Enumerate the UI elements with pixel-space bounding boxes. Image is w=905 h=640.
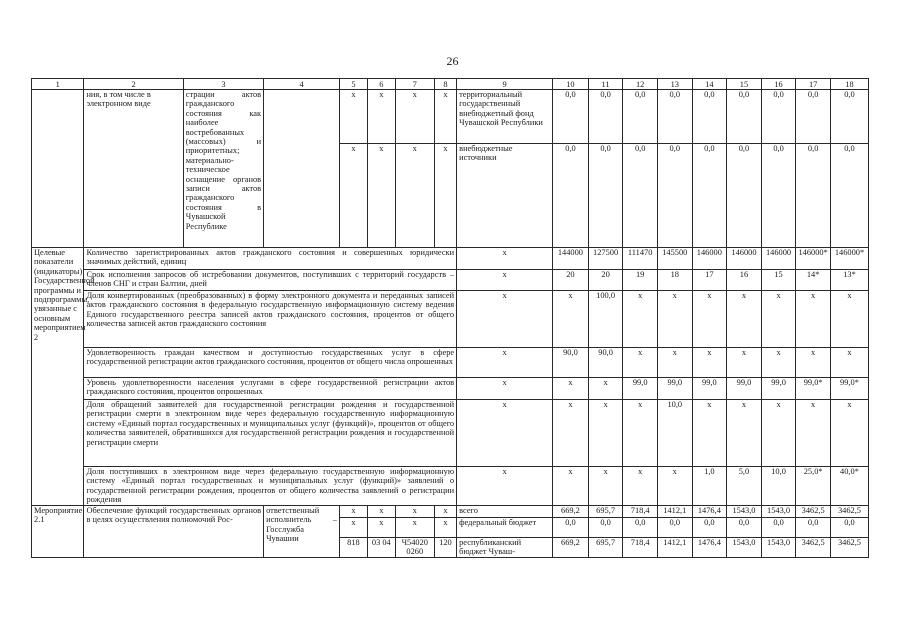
column-number: 11 (588, 79, 623, 90)
value-cell: 20 (588, 270, 623, 291)
budget-code-cell: 818 (339, 538, 367, 558)
value-cell: x (830, 400, 868, 467)
funding-source: федеральный бюджет (457, 518, 553, 538)
value-cell: 0,0 (761, 518, 796, 538)
column-number: 13 (657, 79, 692, 90)
value-cell: x (761, 291, 796, 348)
indicator-text: Доля обращений заявителей для государственной регистрации рождения и государственной регистрации смерти в электронном виде через федеральную государственную информационную систему «Единый портал государственных и муниципальных услуг (функций)», процентов от общего количества заявителей, обратившихся для государственной регистрации рождения и государственной регистрации смерти (84, 400, 457, 467)
value-cell: 145500 (657, 248, 692, 270)
value-cell: x (588, 378, 623, 400)
value-cell: 1543,0 (761, 538, 796, 558)
funding-source: внебюджетные источники (457, 144, 553, 248)
value-cell: 127500 (588, 248, 623, 270)
budget-code-cell: x (395, 506, 434, 518)
funding-source: всего (457, 506, 553, 518)
value-cell: 19 (623, 270, 658, 291)
value-cell: x (692, 348, 727, 378)
value-cell: x (553, 467, 589, 506)
value-cell: x (588, 400, 623, 467)
budget-code-cell: x (395, 144, 434, 248)
value-cell: 0,0 (727, 90, 762, 144)
value-cell: 14* (796, 270, 831, 291)
value-cell: 0,0 (588, 90, 623, 144)
table-row (32, 506, 869, 518)
value-cell: x (727, 400, 762, 467)
column-number: 6 (367, 79, 395, 90)
continuation-text: ния, в том числе в электронном виде (84, 90, 183, 248)
value-cell: 99,0* (830, 378, 868, 400)
value-cell: 99,0 (761, 378, 796, 400)
budget-code-cell: x (339, 518, 367, 538)
indicator-mark: x (457, 270, 553, 291)
value-cell: x (761, 348, 796, 378)
value-cell: 0,0 (830, 90, 868, 144)
value-cell: 0,0 (727, 144, 762, 248)
column-number: 5 (339, 79, 367, 90)
column-number: 16 (761, 79, 796, 90)
value-cell: x (796, 348, 831, 378)
budget-code-cell: x (395, 518, 434, 538)
value-cell: 1476,4 (692, 538, 727, 558)
budget-code-cell: x (434, 90, 456, 144)
value-cell: 0,0 (692, 90, 727, 144)
value-cell: 99,0 (692, 378, 727, 400)
value-cell: 1543,0 (761, 506, 796, 518)
value-cell: 10,0 (761, 467, 796, 506)
table-row (32, 291, 869, 348)
value-cell: 111470 (623, 248, 658, 270)
responsible-executor: ответственный исполнитель – Госслужба Чувашии (264, 506, 340, 558)
value-cell: x (623, 291, 658, 348)
value-cell: 99,0 (623, 378, 658, 400)
value-cell: 0,0 (657, 518, 692, 538)
value-cell: 40,0* (830, 467, 868, 506)
page-number: 26 (446, 54, 459, 68)
indicator-mark: x (457, 400, 553, 467)
budget-code-cell: x (395, 90, 434, 144)
budget-code-cell: x (434, 518, 456, 538)
value-cell: 0,0 (623, 90, 658, 144)
value-cell: 0,0 (553, 90, 589, 144)
budget-code-cell: 120 (434, 538, 456, 558)
indicator-mark: x (457, 378, 553, 400)
column-number: 4 (264, 79, 340, 90)
budget-code-cell: Ч54020 0260 (395, 538, 434, 558)
budget-code-cell: x (339, 90, 367, 144)
value-cell: 146000 (727, 248, 762, 270)
value-cell: 718,4 (623, 506, 658, 518)
column-number: 1 (32, 79, 84, 90)
column-numbers-row (32, 79, 869, 90)
value-cell: 0,0 (657, 90, 692, 144)
value-cell: x (553, 378, 589, 400)
value-cell: 718,4 (623, 538, 658, 558)
table-row (32, 348, 869, 378)
column-number: 14 (692, 79, 727, 90)
value-cell: x (553, 400, 589, 467)
value-cell: 0,0 (588, 144, 623, 248)
value-cell: 5,0 (727, 467, 762, 506)
value-cell: x (692, 291, 727, 348)
value-cell: x (623, 348, 658, 378)
column-number: 9 (457, 79, 553, 90)
value-cell: 20 (553, 270, 589, 291)
value-cell: 1412,1 (657, 506, 692, 518)
value-cell: 669,2 (553, 506, 589, 518)
column-number: 2 (84, 79, 183, 90)
value-cell: 146000* (830, 248, 868, 270)
value-cell: 669,2 (553, 538, 589, 558)
value-cell: 13* (830, 270, 868, 291)
funding-source: республиканский бюджет Чуваш- (457, 538, 553, 558)
program-table (31, 78, 869, 558)
value-cell: x (692, 400, 727, 467)
value-cell: x (588, 467, 623, 506)
value-cell: 0,0 (727, 518, 762, 538)
indicator-text: Доля поступивших в электронном виде через федеральную государственную информационную систему «Единый портал государственных и муниципальных услуг (функций)» заявлений о государственной регистрации рождения, процентов от общего количества заявлений о регистрации рождения (84, 467, 457, 506)
value-cell: 17 (692, 270, 727, 291)
value-cell: 146000* (796, 248, 831, 270)
value-cell: 1412,1 (657, 538, 692, 558)
value-cell: 0,0 (796, 144, 831, 248)
indicator-text: Количество зарегистрированных актов гражданского состояния и совершенных юридически значимых действий, единиц (84, 248, 457, 270)
budget-code-cell: x (367, 506, 395, 518)
continuation-text: страции актов гражданского состояния как наиболее востребованных (массовых) и приоритетных; материально-техническое оснащение органов записи актов гражданского состояния в Чувашской Республике (183, 90, 263, 248)
measure-label: Мероприятие 2.1 (32, 506, 84, 558)
value-cell: x (657, 291, 692, 348)
table-row (32, 90, 869, 144)
indicator-mark: x (457, 291, 553, 348)
value-cell: 0,0 (761, 144, 796, 248)
value-cell: 0,0 (692, 144, 727, 248)
budget-code-cell: x (367, 90, 395, 144)
empty-cell (32, 90, 84, 248)
value-cell: 0,0 (830, 144, 868, 248)
column-number: 7 (395, 79, 434, 90)
column-number: 3 (183, 79, 263, 90)
value-cell: 3462,5 (796, 506, 831, 518)
indicator-mark: x (457, 248, 553, 270)
value-cell: x (623, 467, 658, 506)
table-row (32, 270, 869, 291)
value-cell: x (761, 400, 796, 467)
value-cell: x (727, 291, 762, 348)
value-cell: 99,0* (796, 378, 831, 400)
measure-description: Обеспечение функций государственных органов в целях осуществления полномочий Рос- (84, 506, 264, 558)
value-cell: 0,0 (657, 144, 692, 248)
value-cell: 100,0 (588, 291, 623, 348)
value-cell: 10,0 (657, 400, 692, 467)
value-cell: x (796, 400, 831, 467)
budget-code-cell: x (339, 506, 367, 518)
column-number: 17 (796, 79, 831, 90)
value-cell: 146000 (761, 248, 796, 270)
value-cell: 90,0 (553, 348, 589, 378)
value-cell: x (657, 348, 692, 378)
value-cell: 99,0 (727, 378, 762, 400)
value-cell: 18 (657, 270, 692, 291)
value-cell: 0,0 (588, 518, 623, 538)
value-cell: 0,0 (796, 518, 831, 538)
value-cell: x (623, 400, 658, 467)
value-cell: 0,0 (553, 518, 589, 538)
table-row (32, 467, 869, 506)
value-cell: 0,0 (796, 90, 831, 144)
value-cell: 16 (727, 270, 762, 291)
value-cell: 0,0 (623, 518, 658, 538)
value-cell: 1543,0 (727, 538, 762, 558)
value-cell: 0,0 (830, 518, 868, 538)
value-cell: 1476,4 (692, 506, 727, 518)
table-row (32, 378, 869, 400)
column-number: 8 (434, 79, 456, 90)
value-cell: 25,0* (796, 467, 831, 506)
indicator-mark: x (457, 348, 553, 378)
budget-code-cell: x (367, 518, 395, 538)
indicator-text: Доля конвертированных (преобразованных) в форму электронного документа и переданных записей актов гражданского состояния в федеральную государственную информационную систему ведения Единого государственного реестра записей актов гражданского состояния, процентов от общего количества записей актов гражданского состояния (84, 291, 457, 348)
targets-label: Целевые показатели (индикаторы) Государственной программы и подпрограммы, увязанные с основным мероприятием 2 (32, 248, 84, 506)
column-number: 12 (623, 79, 658, 90)
value-cell: 90,0 (588, 348, 623, 378)
value-cell: 144000 (553, 248, 589, 270)
budget-code-cell: x (434, 506, 456, 518)
column-number: 10 (553, 79, 589, 90)
value-cell: 695,7 (588, 538, 623, 558)
funding-source: территориальный государственный внебюджетный фонд Чувашской Республики (457, 90, 553, 144)
value-cell: 0,0 (692, 518, 727, 538)
value-cell: 1543,0 (727, 506, 762, 518)
column-number: 15 (727, 79, 762, 90)
value-cell: 15 (761, 270, 796, 291)
value-cell: 3462,5 (830, 538, 868, 558)
indicator-text: Удовлетворенность граждан качеством и доступностью государственных услуг в сфере государственной регистрации актов гражданского состояния, процентов от общего числа опрошенных (84, 348, 457, 378)
value-cell: 99,0 (657, 378, 692, 400)
value-cell: 0,0 (623, 144, 658, 248)
table-row (32, 248, 869, 270)
budget-code-cell: 03 04 (367, 538, 395, 558)
budget-code-cell: x (434, 144, 456, 248)
value-cell: 146000 (692, 248, 727, 270)
indicator-text: Уровень удовлетворенности населения услугами в сфере государственной регистрации актов гражданского состояния, процентов опрошенных (84, 378, 457, 400)
budget-code-cell: x (339, 144, 367, 248)
value-cell: x (727, 348, 762, 378)
value-cell: 3462,5 (830, 506, 868, 518)
value-cell: 3462,5 (796, 538, 831, 558)
value-cell: 695,7 (588, 506, 623, 518)
column-number: 18 (830, 79, 868, 90)
value-cell: 1,0 (692, 467, 727, 506)
value-cell: x (657, 467, 692, 506)
value-cell: x (830, 348, 868, 378)
value-cell: x (553, 291, 589, 348)
value-cell: x (830, 291, 868, 348)
value-cell: x (796, 291, 831, 348)
empty-cell (264, 90, 340, 248)
indicator-text: Срок исполнения запросов об истребовании документов, поступивших с территорий государств – членов СНГ и стран Балтии, дней (84, 270, 457, 291)
value-cell: 0,0 (553, 144, 589, 248)
table-row (32, 400, 869, 467)
indicator-mark: x (457, 467, 553, 506)
value-cell: 0,0 (761, 90, 796, 144)
budget-code-cell: x (367, 144, 395, 248)
